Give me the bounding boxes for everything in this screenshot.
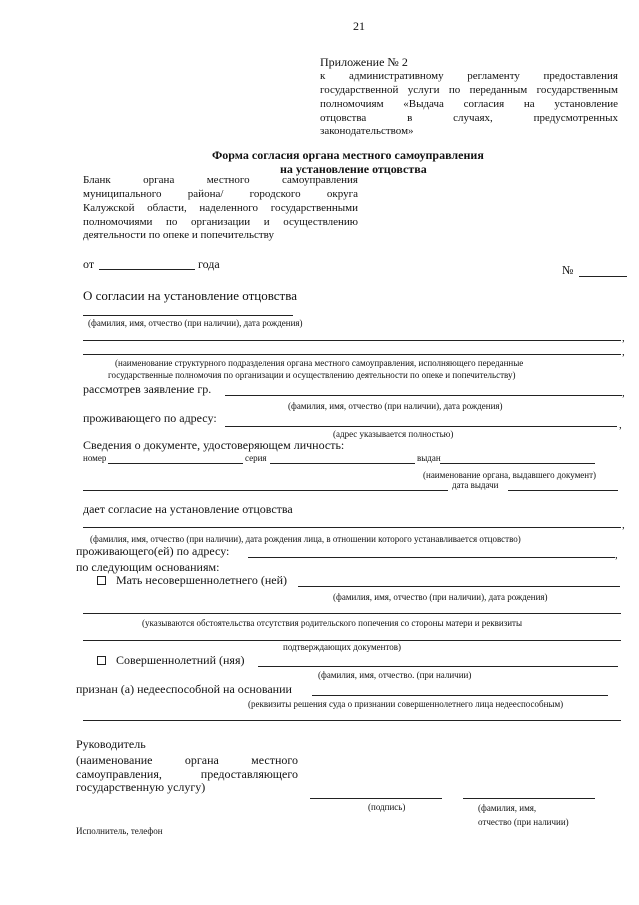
incapable-label: признан (а) недееспособной на основании: [76, 682, 292, 696]
page-number: 21: [353, 19, 365, 33]
form-title-line1: Форма согласия органа местного самоуправления: [212, 148, 484, 162]
appendix-line: отцовства в случаях, предусмотренных: [320, 112, 618, 124]
applicant-fio-field[interactable]: [83, 315, 293, 316]
issue-date-label: дата выдачи: [452, 480, 499, 490]
signature-field[interactable]: [310, 798, 442, 799]
hint-fio-birth-2: (фамилия, имя, отчество (при наличии), дата рождения): [288, 401, 503, 411]
mother-label: Мать несовершеннолетнего (ней): [116, 573, 288, 587]
date-field[interactable]: [99, 269, 195, 270]
hint-signature: (подпись): [368, 802, 406, 812]
doc-issuer-field[interactable]: [440, 463, 595, 464]
doc-issuer-field-2[interactable]: [83, 490, 448, 491]
id-doc-label: Сведения о документе, удостоверяющем личность:: [83, 438, 345, 452]
form-title-line2: на установление отцовства: [280, 162, 427, 176]
hint-sig-fio-2: отчество (при наличии): [478, 817, 569, 827]
series-label: серия: [245, 453, 267, 463]
court-decision-field-2[interactable]: [83, 720, 621, 721]
gives-consent-label: дает согласие на установление отцовства: [83, 502, 293, 516]
appendix-line: к административному регламенту предоставления: [320, 70, 618, 82]
doc-number-field[interactable]: [108, 463, 243, 464]
grounds-label: по следующим основаниям:: [76, 560, 220, 574]
hint-sig-fio-1: (фамилия, имя,: [478, 803, 537, 813]
hint-org-unit-1: (наименование структурного подразделения органа местного самоуправления, исполняющего переданные: [115, 358, 524, 368]
head-line: (наименование органа местного: [76, 753, 298, 767]
child-address-field[interactable]: [248, 557, 615, 558]
number-label: №: [562, 263, 574, 277]
hint-issuer: (наименование органа, выдавшего документ): [423, 470, 597, 480]
blank-line: деятельности по опеке и попечительству: [83, 229, 274, 241]
hint-mother-fio: (фамилия, имя, отчество (при наличии), дата рождения): [333, 592, 548, 602]
blank-line: полномочиями по организации и осуществлению: [83, 216, 358, 228]
child-fio-field[interactable]: [83, 527, 621, 528]
issued-label: выдан: [417, 453, 441, 463]
consent-heading: О согласии на установление отцовства: [83, 288, 297, 303]
hint-absence-2: подтверждающих документов): [283, 642, 402, 652]
date-from-label: от: [83, 257, 95, 271]
applicant-name-field[interactable]: [225, 395, 622, 396]
residing-label: проживающего по адресу:: [83, 411, 217, 425]
absence-field-2[interactable]: [83, 640, 621, 641]
executor-label: Исполнитель, телефон: [76, 826, 163, 836]
appendix-line: законодательством»: [320, 125, 414, 137]
head-line: Руководитель: [76, 737, 146, 751]
adult-label: Совершеннолетний (няя): [116, 653, 245, 667]
head-line: государственную услугу): [76, 780, 206, 794]
court-decision-field[interactable]: [312, 695, 608, 696]
date-year-label: года: [198, 257, 220, 271]
appendix-title: Приложение № 2: [320, 55, 408, 69]
number-field[interactable]: [579, 276, 627, 277]
org-field-1[interactable]: [83, 340, 621, 341]
blank-line: Бланк органа местного самоуправления: [83, 174, 358, 186]
hint-absence-1: (указываются обстоятельства отсутствия родительского попечения со стороны матери и реквизиты: [142, 618, 523, 628]
blank-line: Калужской области, наделенного государственными: [83, 202, 358, 214]
hint-fio-birth: (фамилия, имя, отчество (при наличии), дата рождения): [88, 318, 303, 328]
mother-checkbox[interactable]: [97, 576, 106, 585]
absence-field-1[interactable]: [83, 613, 621, 614]
mother-fio-field[interactable]: [298, 586, 620, 587]
issue-date-field[interactable]: [508, 490, 618, 491]
number-doc-label: номер: [83, 453, 107, 463]
hint-address-full: (адрес указывается полностью): [333, 429, 454, 439]
hint-court: (реквизиты решения суда о признании совершеннолетнего лица недееспособным): [248, 699, 564, 709]
doc-series-field[interactable]: [270, 463, 415, 464]
hint-adult-fio: (фамилия, имя, отчество. (при наличии): [318, 670, 472, 680]
adult-checkbox[interactable]: [97, 656, 106, 665]
appendix-line: полномочиям «Выдача согласия на установление: [320, 98, 618, 110]
appendix-line: государственной услуги по переданным государственным: [320, 84, 618, 96]
adult-fio-field[interactable]: [258, 666, 618, 667]
signer-fio-field[interactable]: [463, 798, 595, 799]
hint-child-fio: (фамилия, имя, отчество (при наличии), дата рождения лица, в отношении которого устанавливается отцовство): [90, 534, 521, 544]
head-line: самоуправления, предоставляющего: [76, 767, 298, 781]
hint-org-unit-2: государственные полномочия по организации и осуществлению деятельности по опеке и попечительству): [108, 370, 516, 380]
address-field[interactable]: [225, 426, 617, 427]
blank-line: муниципального района/ городского округа: [83, 188, 358, 200]
residing-child-label: проживающего(ей) по адресу:: [76, 544, 230, 558]
org-field-2[interactable]: [83, 354, 621, 355]
considered-label: рассмотрев заявление гр.: [83, 382, 212, 396]
